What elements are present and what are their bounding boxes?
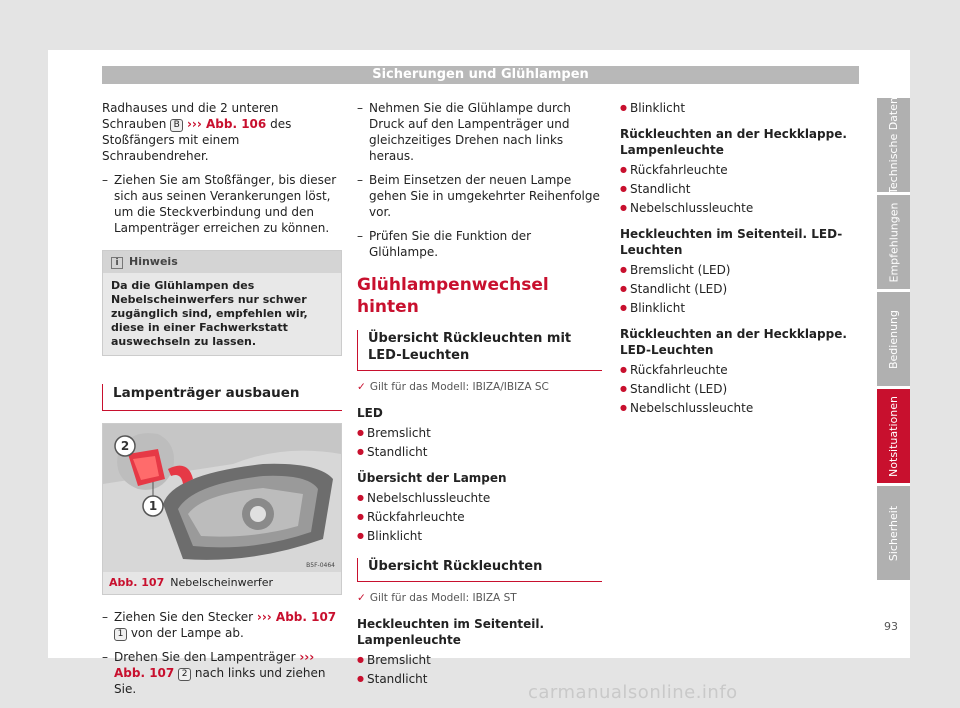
list-item: ● Standlicht (LED) <box>620 381 860 397</box>
tab-bedienung[interactable]: Bedienung <box>877 292 910 386</box>
list-item: ● Nebelschlussleuchte <box>620 400 860 416</box>
figure-107 <box>102 423 342 595</box>
callout-badge: 1 <box>114 628 127 641</box>
page-header: Sicherungen und Glühlampen <box>102 66 859 84</box>
list-item: ● Rückfahrleuchte <box>620 362 860 378</box>
figure-reference-link[interactable]: ››› Abb. 107 <box>256 610 337 624</box>
check-icon: ✓ <box>357 592 366 604</box>
callout-badge: 2 <box>178 668 191 681</box>
led-group: LED ● Bremslicht ● Standlicht <box>357 405 602 460</box>
list-item: ● Standlicht (LED) <box>620 281 860 297</box>
tailgate-lamp-group: Rückleuchten an der Heckklappe. Lampenleuchte ● Rückfahrleuchte ● Standlicht ● Nebelschlussleuchte <box>620 126 860 216</box>
tab-notsituationen[interactable]: Notsituationen <box>877 389 910 483</box>
figure-caption: Abb. 107 Nebelscheinwerfer <box>103 572 341 594</box>
side-group: Heckleuchten im Seitenteil. Lampenleuchte ● Bremslicht ● Standlicht <box>357 616 602 687</box>
note-text: Da die Glühlampen des Nebelscheinwerfers nur schwer zugänglich sind, empfehlen wir, diese in einer Fachwerkstatt auswechseln zu lassen. <box>111 279 308 348</box>
list-item: ● Blinklicht <box>620 100 860 116</box>
check-icon: ✓ <box>357 381 366 393</box>
figure-code: B5F-0464 <box>306 562 335 569</box>
note-box <box>102 250 342 356</box>
tab-sicherheit[interactable]: Sicherheit <box>877 486 910 580</box>
column-3 <box>620 100 860 426</box>
tailgate-led-group: Rückleuchten an der Heckklappe. LED-Leuchten ● Rückfahrleuchte ● Standlicht (LED) ● Nebelschlussleuchte <box>620 326 860 416</box>
page-number: 93 <box>884 620 898 633</box>
list-item: ● Rückfahrleuchte <box>357 509 602 525</box>
callout-2: 2 <box>120 439 130 453</box>
subsection-title-rear-lights: Übersicht Rückleuchten <box>357 558 602 582</box>
callout-1: 1 <box>148 499 158 513</box>
callout-badge: B <box>170 119 183 132</box>
figure-reference-link[interactable]: ››› Abb. 107 <box>114 650 315 680</box>
tab-technische-daten[interactable]: Technische Daten <box>877 98 910 192</box>
list-item: ● Standlicht <box>357 444 602 460</box>
list-item: ● Bremslicht <box>357 425 602 441</box>
list-item: ● Rückfahrleuchte <box>620 162 860 178</box>
model-validity: ✓ Gilt für das Modell: IBIZA ST <box>357 592 517 604</box>
model-validity: ✓ Gilt für das Modell: IBIZA/IBIZA SC <box>357 381 549 393</box>
list-item: ● Blinklicht <box>357 528 602 544</box>
list-item: ● Bremslicht <box>357 652 602 668</box>
list-item: ● Standlicht <box>620 181 860 197</box>
column-2 <box>357 100 602 697</box>
list-item: ● Bremslicht (LED) <box>620 262 860 278</box>
info-icon: i <box>111 257 123 269</box>
tab-empfehlungen[interactable]: Empfehlungen <box>877 195 910 289</box>
side-tabs <box>877 98 910 583</box>
step-turn-holder: – Drehen Sie den Lampenträger ››› Abb. 107 2 nach links und ziehen Sie. <box>102 649 342 697</box>
lamps-group: Übersicht der Lampen ● Nebelschlussleuchte ● Rückfahrleuchte ● Blinklicht <box>357 470 602 544</box>
step-check-bulb: – Prüfen Sie die Funktion der Glühlampe. <box>357 228 602 260</box>
watermark: carmanualsonline.info <box>528 682 738 703</box>
subsection-title-led: Übersicht Rückleuchten mit LED-Leuchten <box>357 330 602 371</box>
step-insert-bulb: – Beim Einsetzen der neuen Lampe gehen Sie in umgekehrter Reihenfolge vor. <box>357 172 602 220</box>
figure-reference-link[interactable]: ››› Abb. 106 <box>186 117 267 131</box>
column-1 <box>102 100 342 705</box>
list-item: ● Standlicht <box>357 671 602 687</box>
fog-light-illustration <box>103 424 341 572</box>
section-title-lamp-holder: Lampenträger ausbauen <box>102 384 342 411</box>
side-led-group: Heckleuchten im Seitenteil. LED-Leuchten ● Bremslicht (LED) ● Standlicht (LED) ● Blinklicht <box>620 226 860 316</box>
note-title: Hinweis <box>129 255 178 268</box>
list-item: ● Nebelschlussleuchte <box>357 490 602 506</box>
step-pull-bumper: – Ziehen Sie am Stoßfänger, bis dieser sich aus seinen Verankerungen löst, um die Steckverbindung und den Lampenträger erreichen zu können. <box>102 172 342 236</box>
intro-paragraph: Radhauses und die 2 unteren Schrauben B ››› Abb. 106 des Stoßfängers mit einem Schraubendreher. <box>102 101 292 163</box>
list-item: ● Blinklicht <box>620 300 860 316</box>
list-item: ● Nebelschlussleuchte <box>620 200 860 216</box>
step-remove-bulb: – Nehmen Sie die Glühlampe durch Druck auf den Lampenträger und gleichzeitiges Drehen nach links heraus. <box>357 100 602 164</box>
main-title-rear-bulbs: Glühlampenwechsel hinten <box>357 275 549 317</box>
step-pull-connector: – Ziehen Sie den Stecker ››› Abb. 107 1 von der Lampe ab. <box>102 609 342 641</box>
